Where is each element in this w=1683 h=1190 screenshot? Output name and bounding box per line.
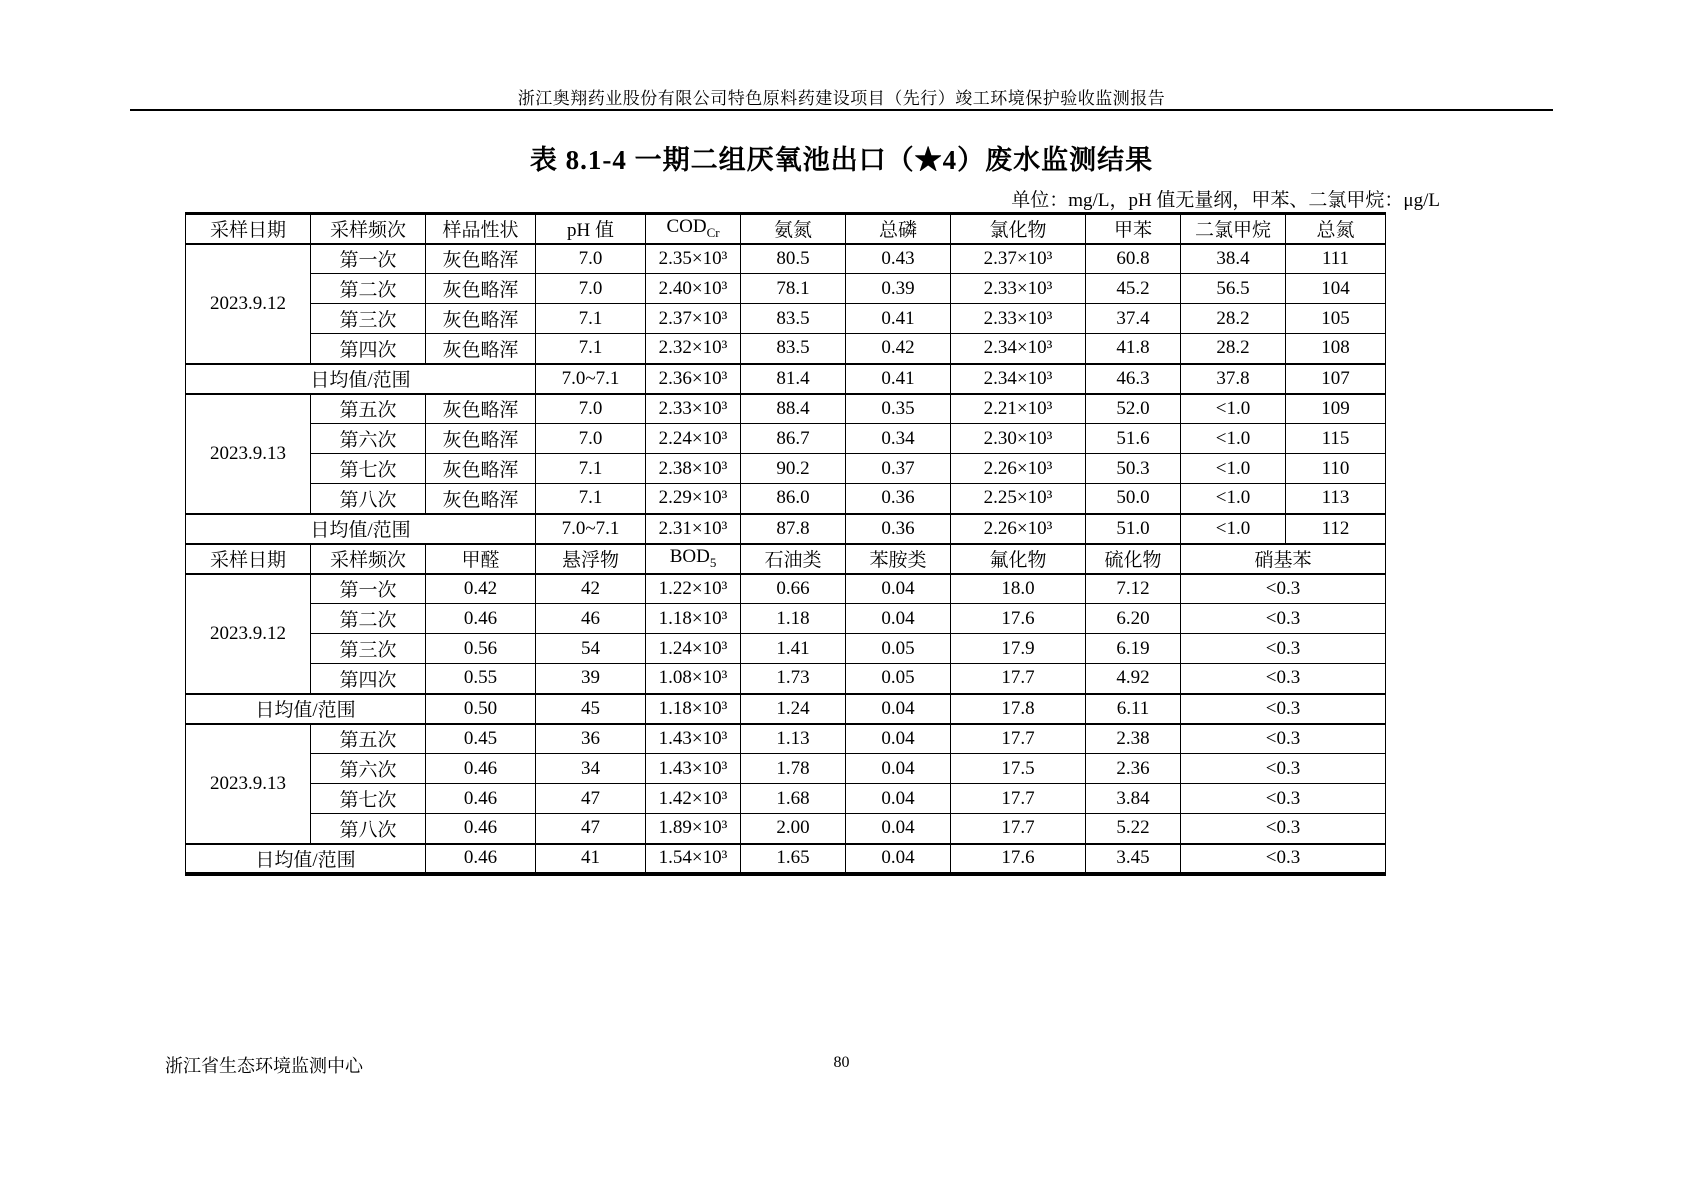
table-cell: 灰色略浑 [426,304,536,334]
table-cell: 1.18×10³ [646,604,741,634]
table-cell: 2.24×10³ [646,424,741,454]
table-cell: 36 [536,724,646,754]
table-average-row [186,844,1386,874]
table-cell: 105 [1286,304,1386,334]
table-cell: 第一次 [311,244,426,274]
table-header-cell: 总磷 [846,214,951,244]
table-cell: 第四次 [311,334,426,364]
table-cell: 2.37×10³ [646,304,741,334]
table-cell: 107 [1286,364,1386,394]
table-cell: 2.29×10³ [646,484,741,514]
units-note: 单位：mg/L，pH 值无量纲，甲苯、二氯甲烷：μg/L [1011,190,1440,211]
monitoring-table-body [186,214,1386,874]
table-header-cell: 氯化物 [951,214,1086,244]
table-cell: 83.5 [741,304,846,334]
table-cell: 0.41 [846,304,951,334]
table-cell: 108 [1286,334,1386,364]
table-cell: 0.46 [426,814,536,844]
table-row [186,424,1386,454]
table-cell: 1.68 [741,784,846,814]
table-cell: <0.3 [1181,754,1386,784]
table-cell: <0.3 [1181,694,1386,724]
table-header-cell: $BOD_5$ [646,544,741,574]
table-cell: 109 [1286,394,1386,424]
table-cell: 17.7 [951,814,1086,844]
table-cell: 56.5 [1181,274,1286,304]
table-header-cell: 样品性状 [426,214,536,244]
table-cell: 2.33×10³ [951,304,1086,334]
table-cell: 0.46 [426,844,536,874]
table-cell: 第七次 [311,454,426,484]
table-cell: 2.34×10³ [951,334,1086,364]
table-cell: 3.45 [1086,844,1181,874]
table-cell: 7.0~7.1 [536,514,646,544]
table-row [186,454,1386,484]
table-cell: 52.0 [1086,394,1181,424]
page-number: 80 [833,1054,850,1071]
table-cell: 7.1 [536,304,646,334]
table-cell: 1.42×10³ [646,784,741,814]
table-cell: 2.36 [1086,754,1181,784]
table-cell: 0.37 [846,454,951,484]
table-cell: 1.43×10³ [646,754,741,784]
table-row [186,784,1386,814]
table-cell: 51.6 [1086,424,1181,454]
table-cell: 1.18 [741,604,846,634]
table-cell: 17.8 [951,694,1086,724]
table-cell: 5.22 [1086,814,1181,844]
table-header-cell: pH 值 [536,214,646,244]
table-row [186,664,1386,694]
table-cell: <0.3 [1181,844,1386,874]
table-cell: 112 [1286,514,1386,544]
table-cell: 1.73 [741,664,846,694]
table-cell: 17.5 [951,754,1086,784]
table-cell: 2.38×10³ [646,454,741,484]
table-cell: 0.05 [846,664,951,694]
table-cell: 6.19 [1086,634,1181,664]
table-cell: 0.46 [426,784,536,814]
table-cell: 2.36×10³ [646,364,741,394]
table-row [186,274,1386,304]
table-cell: 1.54×10³ [646,844,741,874]
table-cell: 0.56 [426,634,536,664]
table-cell: 115 [1286,424,1386,454]
table-row [186,604,1386,634]
table-cell: 0.04 [846,724,951,754]
table-row [186,244,1386,274]
table-cell: 0.45 [426,724,536,754]
table-header-cell: 采样日期 [186,214,311,244]
table-cell: 0.39 [846,274,951,304]
table-cell: 1.65 [741,844,846,874]
table-header-cell: 采样日期 [186,544,311,574]
table-cell: 0.36 [846,514,951,544]
table-cell: 日均值/范围 [186,694,426,724]
table-cell: 78.1 [741,274,846,304]
table-cell: 81.4 [741,364,846,394]
table-cell: 17.9 [951,634,1086,664]
table-cell: <0.3 [1181,664,1386,694]
table-cell: 第八次 [311,814,426,844]
table-cell: <0.3 [1181,574,1386,604]
table-cell: 1.13 [741,724,846,754]
table-row [186,304,1386,334]
table-cell: 0.04 [846,574,951,604]
table-cell: 113 [1286,484,1386,514]
table-cell: 0.42 [426,574,536,604]
table-cell: 0.04 [846,784,951,814]
table-cell: 灰色略浑 [426,454,536,484]
table-cell: 第二次 [311,274,426,304]
table-cell: 0.04 [846,844,951,874]
table-cell: 41.8 [1086,334,1181,364]
table-cell: 7.0 [536,274,646,304]
table-cell: 50.3 [1086,454,1181,484]
table-cell: 17.7 [951,724,1086,754]
table-header-cell: 苯胺类 [846,544,951,574]
table-cell: 46 [536,604,646,634]
table-cell: 2.30×10³ [951,424,1086,454]
table-cell: 第四次 [311,664,426,694]
table-cell: 2.40×10³ [646,274,741,304]
table-cell: 37.8 [1181,364,1286,394]
table-row [186,334,1386,364]
table-row [186,724,1386,754]
table-cell: <0.3 [1181,634,1386,664]
table-average-row [186,514,1386,544]
table-cell: 灰色略浑 [426,484,536,514]
table-cell: 0.46 [426,754,536,784]
table-cell: <1.0 [1181,454,1286,484]
table-row [186,484,1386,514]
table-cell: <1.0 [1181,484,1286,514]
table-cell: 41 [536,844,646,874]
table-cell: 2023.9.12 [186,574,311,694]
table-row [186,754,1386,784]
table-cell: 1.43×10³ [646,724,741,754]
table-cell: 28.2 [1181,334,1286,364]
table-cell: 0.41 [846,364,951,394]
table-cell: 0.04 [846,754,951,784]
table-cell: 7.0~7.1 [536,364,646,394]
table-cell: 第六次 [311,424,426,454]
table-header-cell: 悬浮物 [536,544,646,574]
table-cell: 47 [536,814,646,844]
table-cell: 1.22×10³ [646,574,741,604]
table-cell: 第一次 [311,574,426,604]
table-cell: 2023.9.12 [186,244,311,364]
table-cell: <0.3 [1181,814,1386,844]
table-header-cell: 总氮 [1286,214,1386,244]
table-cell: 42 [536,574,646,604]
table-row [186,814,1386,844]
table-header-cell: 采样频次 [311,544,426,574]
table-cell: 7.1 [536,484,646,514]
table-row [186,574,1386,604]
table-cell: 7.1 [536,334,646,364]
table-cell: 2.37×10³ [951,244,1086,274]
table-cell: 60.8 [1086,244,1181,274]
table-cell: 0.42 [846,334,951,364]
table-header-row [186,544,1386,574]
table-header-cell: 甲醛 [426,544,536,574]
table-cell: <0.3 [1181,784,1386,814]
table-cell: 2.33×10³ [951,274,1086,304]
table-cell: 86.0 [741,484,846,514]
table-cell: 0.50 [426,694,536,724]
table-header-cell: $COD_{Cr}$ [646,214,741,244]
table-cell: 2.00 [741,814,846,844]
table-cell: 0.04 [846,694,951,724]
table-cell: 1.18×10³ [646,694,741,724]
table-cell: 47 [536,784,646,814]
table-cell: 1.78 [741,754,846,784]
page-header: 浙江奥翔药业股份有限公司特色原料药建设项目（先行）竣工环境保护验收监测报告 [517,89,1166,108]
table-cell: 2.32×10³ [646,334,741,364]
table-cell: <0.3 [1181,724,1386,754]
table-cell: 7.0 [536,244,646,274]
table-cell: 灰色略浑 [426,424,536,454]
table-cell: 17.6 [951,844,1086,874]
table-cell: 50.0 [1086,484,1181,514]
table-header-cell: 硝基苯 [1181,544,1386,574]
table-cell: 第五次 [311,724,426,754]
table-cell: 0.36 [846,484,951,514]
table-cell: <1.0 [1181,424,1286,454]
table-cell: 18.0 [951,574,1086,604]
table-cell: 日均值/范围 [186,514,536,544]
table-cell: 灰色略浑 [426,244,536,274]
table-cell: 灰色略浑 [426,274,536,304]
table-cell: 1.24 [741,694,846,724]
table-cell: 0.04 [846,604,951,634]
table-cell: 0.66 [741,574,846,604]
table-header-cell: 甲苯 [1086,214,1181,244]
table-cell: 2.34×10³ [951,364,1086,394]
table-cell: 日均值/范围 [186,364,536,394]
table-cell: <1.0 [1181,394,1286,424]
table-cell: 灰色略浑 [426,334,536,364]
table-cell: 86.7 [741,424,846,454]
table-cell: 6.11 [1086,694,1181,724]
table-header-cell: 氨氮 [741,214,846,244]
table-cell: 4.92 [1086,664,1181,694]
table-cell: 7.1 [536,454,646,484]
table-cell: <1.0 [1181,514,1286,544]
table-cell: 37.4 [1086,304,1181,334]
table-cell: 2.33×10³ [646,394,741,424]
table-average-row [186,694,1386,724]
table-cell: 17.7 [951,664,1086,694]
table-cell: <0.3 [1181,604,1386,634]
table-cell: 104 [1286,274,1386,304]
table-header-cell: 硫化物 [1086,544,1181,574]
table-cell: 2023.9.13 [186,394,311,514]
table-cell: 7.12 [1086,574,1181,604]
table-cell: 0.46 [426,604,536,634]
table-cell: 45.2 [1086,274,1181,304]
table-cell: 87.8 [741,514,846,544]
table-cell: 第三次 [311,634,426,664]
table-row [186,634,1386,664]
table-cell: 2.26×10³ [951,454,1086,484]
table-cell: 1.24×10³ [646,634,741,664]
table-cell: 45 [536,694,646,724]
table-cell: 7.0 [536,394,646,424]
table-title: 表 8.1-4 一期二组厌氧池出口（★4）废水监测结果 [529,145,1154,175]
table-cell: 3.84 [1086,784,1181,814]
table-cell: 1.08×10³ [646,664,741,694]
table-cell: 2.38 [1086,724,1181,754]
table-cell: 第三次 [311,304,426,334]
table-cell: 2.26×10³ [951,514,1086,544]
table-cell: 2.31×10³ [646,514,741,544]
table-header-row [186,214,1386,244]
table-cell: 2.25×10³ [951,484,1086,514]
table-cell: 0.55 [426,664,536,694]
table-cell: 46.3 [1086,364,1181,394]
table-cell: 51.0 [1086,514,1181,544]
table-cell: 第七次 [311,784,426,814]
table-cell: 90.2 [741,454,846,484]
table-cell: 第二次 [311,604,426,634]
table-cell: 17.6 [951,604,1086,634]
table-cell: 第八次 [311,484,426,514]
table-cell: 83.5 [741,334,846,364]
table-cell: 灰色略浑 [426,394,536,424]
table-cell: 34 [536,754,646,784]
table-header-cell: 采样频次 [311,214,426,244]
table-cell: 6.20 [1086,604,1181,634]
table-header-cell: 氟化物 [951,544,1086,574]
table-header-cell: 二氯甲烷 [1181,214,1286,244]
table-cell: 80.5 [741,244,846,274]
table-cell: 110 [1286,454,1386,484]
table-cell: 88.4 [741,394,846,424]
table-cell: 0.43 [846,244,951,274]
table-cell: 第六次 [311,754,426,784]
table-cell: 日均值/范围 [186,844,426,874]
monitoring-table [185,212,1386,876]
table-cell: 1.41 [741,634,846,664]
table-row [186,394,1386,424]
table-average-row [186,364,1386,394]
table-cell: 1.89×10³ [646,814,741,844]
table-cell: 39 [536,664,646,694]
table-cell: 2.35×10³ [646,244,741,274]
table-cell: 0.05 [846,634,951,664]
table-cell: 0.34 [846,424,951,454]
table-header-cell: 石油类 [741,544,846,574]
table-cell: 0.04 [846,814,951,844]
table-cell: 7.0 [536,424,646,454]
table-cell: 0.35 [846,394,951,424]
table-cell: 17.7 [951,784,1086,814]
table-cell: 2.21×10³ [951,394,1086,424]
table-cell: 28.2 [1181,304,1286,334]
footer-organization: 浙江省生态环境监测中心 [165,1056,363,1076]
table-cell: 54 [536,634,646,664]
table-cell: 111 [1286,244,1386,274]
header-rule [130,109,1553,111]
table-cell: 2023.9.13 [186,724,311,844]
table-cell: 第五次 [311,394,426,424]
table-cell: 38.4 [1181,244,1286,274]
